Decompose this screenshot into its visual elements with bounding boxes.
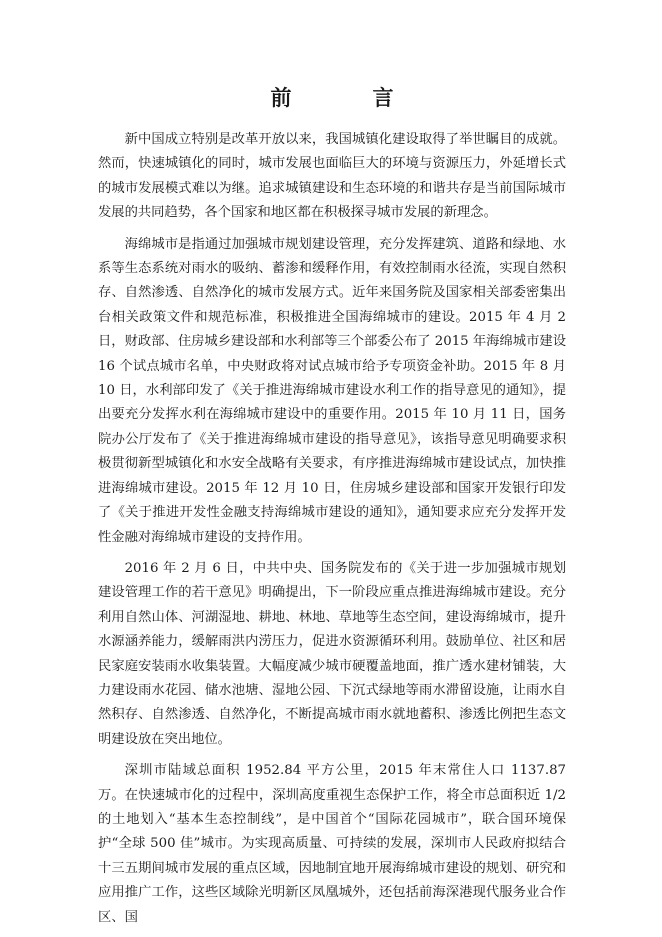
paragraph-4: 深圳市陆域总面积 1952.84 平方公里，2015 年末常住人口 1137.87 万。在快速城市化的过程中，深圳高度重视生态保护工作，将全市总面积近 1/2 的土地划入“基本生态控制线”，是中国首个“国际花园城市”，联合国环境保护“全球 500 佳”城市。为实现高质量、可持续的发展，深圳市人民政府拟结合十三五期间城市发展的重点区域，因地制宜地开展海绵城市建设的规划、研究和应用推广工作，这些区域除光明新区凤凰城外，还包括前海深港现代服务业合作区、国 bbox=[98, 763, 566, 925]
page-title: 前 言 bbox=[270, 86, 424, 110]
paragraph-2: 海绵城市是指通过加强城市规划建设管理，充分发挥建筑、道路和绿地、水系等生态系统对雨水的吸纳、蓄渗和缓释作用，有效控制雨水径流，实现自然积存、自然渗透、自然净化的城市发展方式。近年来国务院及国家相关部委密集出台相关政策文件和规范标准，积极推进全国海绵城市的建设。2015 年 4 月 2 日，财政部、住房城乡建设部和水利部等三个部委公布了 2015 年海绵城市建设 16 个试点城市名单，中央财政将对试点城市给予专项资金补助。2015 年 8 月 10 日，水利部印发了《关于推进海绵城市建设水利工作的指导意见的通知》，提出要充分发挥水利在海绵城市建设中的重要作用。2015 年 10 月 11 日，国务院办公厅发布了《关于推进海绵城市建设的指导意见》，该指导意见明确要求积极贯彻新型城镇化和水安全战略有关要求，有序推进海绵城市建设试点，加快推进海绵城市建设。2015 年 12 月 10 日，住房城乡建设部和国家开发银行印发了《关于推进开发性金融支持海绵城市建设的通知》，通知要求应充分发挥开发性金融对海绵城市建设的支持作用。 bbox=[98, 236, 566, 545]
paragraph-1: 新中国成立特别是改革开放以来，我国城镇化建设取得了举世瞩目的成就。然而，快速城镇化的同时，城市发展也面临巨大的环境与资源压力，外延增长式的城市发展模式难以为继。追求城镇建设和生态环境的和谐共存是当前国际城市发展的共同趋势，各个国家和地区都在积极探寻城市发展的新理念。 bbox=[98, 132, 566, 221]
paragraph-3: 2016 年 2 月 6 日，中共中央、国务院发布的《关于进一步加强城市规划建设管理工作的若干意见》明确提出，下一阶段应重点推进海绵城市建设。充分利用自然山体、河湖湿地、耕地、林地、草地等生态空间，建设海绵城市，提升水源涵养能力，缓解雨洪内涝压力，促进水资源循环利用。鼓励单位、社区和居民家庭安装雨水收集装置。大幅度减少城市硬覆盖地面，推广透水建材铺装，大力建设雨水花园、储水池塘、湿地公园、下沉式绿地等雨水滞留设施，让雨水自然积存、自然渗透、自然净化，不断提高城市雨水就地蓄积、渗透比例把生态文明建设放在突出地位。 bbox=[98, 560, 566, 747]
document-page bbox=[98, 82, 566, 937]
